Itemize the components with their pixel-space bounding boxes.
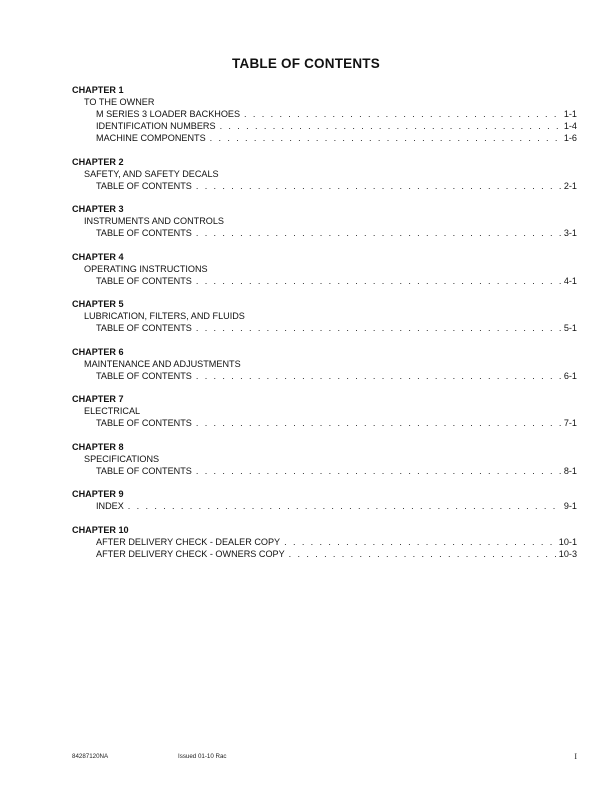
entry-label: M SERIES 3 LOADER BACKHOES	[96, 109, 241, 119]
footer-issue: Issued 01-10 Rac	[178, 753, 227, 760]
chapter-heading: CHAPTER 10	[72, 524, 129, 535]
dot-leader	[220, 120, 562, 132]
entry-page-number: 8-1	[563, 465, 577, 476]
chapter-5	[72, 298, 577, 334]
toc-entry[interactable]	[72, 370, 577, 382]
dot-leader	[196, 227, 562, 239]
entry-page-number: 10-3	[558, 548, 577, 559]
dot-leader	[196, 275, 562, 287]
dot-leader	[196, 322, 562, 334]
dot-leader	[244, 108, 562, 120]
dot-leader	[289, 548, 557, 560]
chapter-heading: CHAPTER 9	[72, 489, 124, 499]
dot-leader	[196, 180, 562, 192]
entry-label: INDEX	[96, 501, 124, 511]
chapter-heading: CHAPTER 3	[72, 204, 124, 214]
entry-label: TABLE OF CONTENTS	[96, 180, 192, 191]
chapter-6	[72, 346, 577, 382]
dot-leader	[128, 500, 562, 512]
entry-page-number: 7-1	[563, 418, 577, 428]
chapter-heading: CHAPTER 2	[72, 156, 124, 167]
section-title: ELECTRICAL	[84, 406, 141, 416]
dot-leader	[284, 536, 557, 548]
chapter-4	[72, 251, 577, 287]
entry-label: AFTER DELIVERY CHECK - OWNERS COPY	[96, 548, 285, 559]
toc-entry[interactable]	[72, 275, 577, 287]
entry-label: IDENTIFICATION NUMBERS	[96, 121, 216, 131]
entry-label: TABLE OF CONTENTS	[96, 228, 192, 238]
chapter-7	[72, 393, 577, 429]
chapter-8	[72, 441, 577, 477]
entry-page-number: 10-1	[558, 536, 577, 547]
entry-label: TABLE OF CONTENTS	[96, 370, 192, 381]
toc-entry[interactable]	[72, 465, 577, 477]
entry-label: AFTER DELIVERY CHECK - DEALER COPY	[96, 536, 281, 547]
toc-entry[interactable]	[72, 227, 577, 239]
section-title: INSTRUMENTS AND CONTROLS	[84, 216, 224, 226]
toc-entry[interactable]	[72, 132, 577, 144]
entry-label: TABLE OF CONTENTS	[96, 275, 192, 286]
entry-page-number: 2-1	[563, 180, 577, 191]
toc-entry[interactable]	[72, 120, 577, 132]
entry-page-number: 1-6	[563, 133, 577, 143]
section-title: SPECIFICATIONS	[84, 453, 160, 464]
footer-page-number: I	[574, 752, 577, 761]
chapter-heading: CHAPTER 6	[72, 346, 124, 357]
chapter-heading: CHAPTER 7	[72, 394, 124, 404]
chapter-1	[72, 84, 577, 144]
toc-entry[interactable]	[72, 500, 577, 512]
dot-leader	[196, 417, 562, 429]
entry-label: TABLE OF CONTENTS	[96, 465, 192, 476]
entry-page-number: 1-4	[563, 121, 577, 131]
entry-page-number: 9-1	[563, 501, 577, 511]
toc-entry[interactable]	[72, 417, 577, 429]
dot-leader	[210, 132, 562, 144]
chapter-9	[72, 488, 577, 512]
toc-entry[interactable]	[72, 108, 577, 120]
section-title: SAFETY, AND SAFETY DECALS	[84, 168, 219, 179]
section-title: MAINTENANCE AND ADJUSTMENTS	[84, 358, 241, 369]
section-title: OPERATING INSTRUCTIONS	[84, 263, 208, 274]
chapter-3	[72, 203, 577, 239]
entry-page-number: 6-1	[563, 370, 577, 381]
section-title: LUBRICATION, FILTERS, AND FLUIDS	[84, 311, 245, 321]
dot-leader	[196, 370, 562, 382]
toc-entry[interactable]	[72, 536, 577, 548]
chapter-heading: CHAPTER 4	[72, 251, 124, 262]
entry-label: TABLE OF CONTENTS	[96, 323, 192, 333]
page-title: TABLE OF CONTENTS	[232, 56, 380, 71]
chapter-heading: CHAPTER 1	[72, 85, 124, 95]
chapter-2	[72, 156, 577, 192]
toc-entry[interactable]	[72, 322, 577, 334]
toc-entry[interactable]	[72, 180, 577, 192]
entry-page-number: 1-1	[563, 109, 577, 119]
chapter-heading: CHAPTER 8	[72, 441, 124, 452]
table-of-contents	[72, 84, 577, 571]
dot-leader	[196, 465, 562, 477]
section-title: TO THE OWNER	[84, 97, 155, 107]
entry-label: TABLE OF CONTENTS	[96, 418, 192, 428]
entry-page-number: 3-1	[563, 228, 577, 238]
entry-page-number: 4-1	[563, 275, 577, 286]
chapter-heading: CHAPTER 5	[72, 299, 124, 309]
entry-label: MACHINE COMPONENTS	[96, 133, 206, 143]
chapter-10	[72, 524, 577, 560]
footer-doc-number: 84287120NA	[72, 753, 109, 760]
entry-page-number: 5-1	[563, 323, 577, 333]
toc-entry[interactable]	[72, 548, 577, 560]
